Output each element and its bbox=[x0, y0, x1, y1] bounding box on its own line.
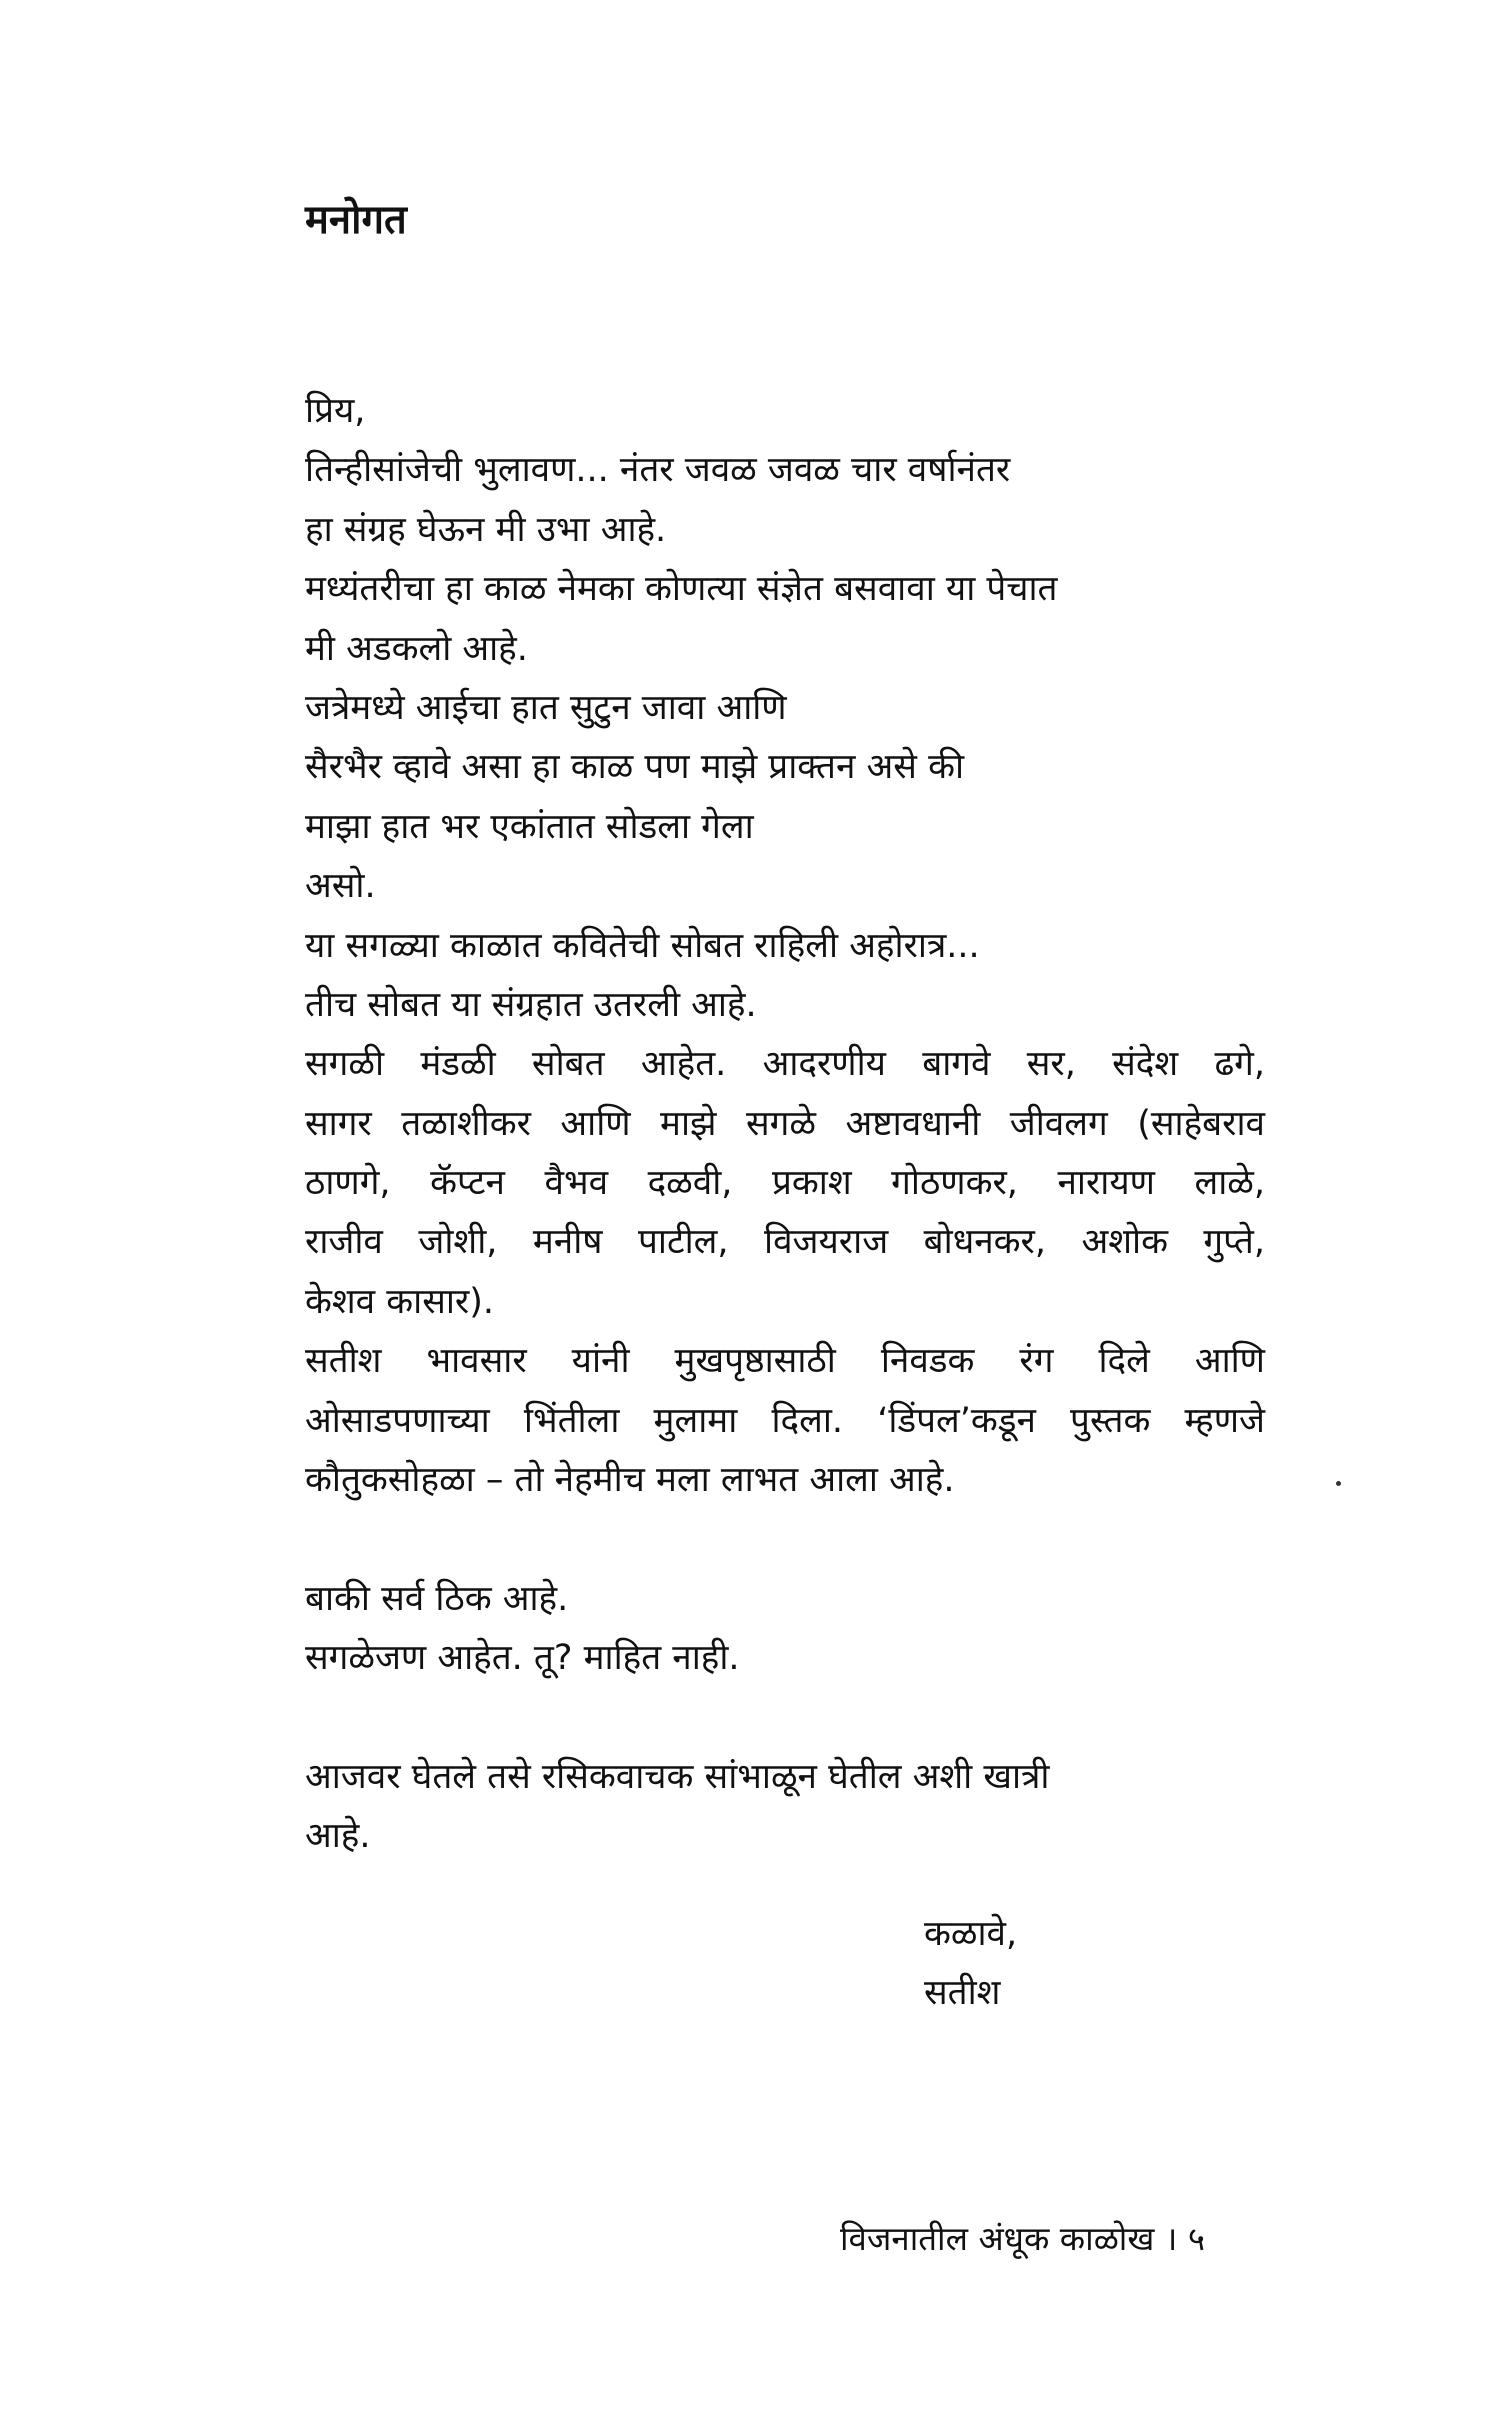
running-title: विजनातील अंधूक काळोख bbox=[840, 2219, 1155, 2258]
author-name: सतीश bbox=[924, 1973, 1001, 2014]
letter-line: आजवर घेतले तसे रसिकवाचक सांभाळून घेतील अशी खात्री bbox=[305, 1756, 1050, 1797]
letter-line: मध्यंतरीचा हा काळ नेमका कोणत्या संज्ञेत बसवावा या पेचात bbox=[305, 569, 1058, 610]
footer-separator: । bbox=[1164, 2219, 1178, 2258]
page-footer bbox=[840, 2218, 1205, 2261]
page-number: ५ bbox=[1187, 2219, 1206, 2258]
letter-line: सगळी मंडळी सोबत आहेत. आदरणीय बागवे सर, संदेश ढगे, bbox=[305, 1044, 1265, 1085]
letter-line: सागर तळाशीकर आणि माझे सगळे अष्टावधानी जीवलग (साहेबराव bbox=[305, 1103, 1265, 1144]
paragraph-gap bbox=[305, 1689, 1265, 1748]
page-title: मनोगत bbox=[305, 197, 407, 243]
signature-block bbox=[924, 1905, 1017, 2024]
letter-line: असो. bbox=[305, 866, 376, 907]
letter-line: सैरभैर व्हावे असा हा काळ पण माझे प्राक्तन असे की bbox=[305, 747, 965, 788]
letter-line: केशव कासार). bbox=[305, 1281, 495, 1322]
letter-line: ठाणगे, कॅप्टन वैभव दळवी, प्रकाश गोठणकर, नारायण लाळे, bbox=[305, 1163, 1265, 1204]
print-speck bbox=[1336, 1481, 1341, 1486]
letter-line: राजीव जोशी, मनीष पाटील, विजयराज बोधनकर, अशोक गुप्ते, bbox=[305, 1222, 1265, 1263]
letter-line: तीच सोबत या संग्रहात उतरली आहे. bbox=[305, 984, 757, 1025]
letter-line: माझा हात भर एकांतात सोडला गेला bbox=[305, 806, 754, 847]
letter-line: सगळेजण आहेत. तू? माहित नाही. bbox=[305, 1638, 740, 1679]
letter-line: आहे. bbox=[305, 1816, 371, 1857]
letter-line: ओसाडपणाच्या भिंतीला मुलामा दिला. ‘डिंपल’कडून पुस्तक म्हणजे bbox=[305, 1400, 1265, 1441]
paragraph-gap bbox=[305, 1510, 1265, 1569]
letter-line: मी अडकलो आहे. bbox=[305, 628, 528, 669]
closing: कळावे, bbox=[924, 1914, 1018, 1954]
salutation: प्रिय, bbox=[305, 391, 366, 431]
letter-line: तिन्हीसांजेची भुलावण... नंतर जवळ जवळ चार वर्षानंतर bbox=[305, 450, 1011, 491]
letter-line: या सगळ्या काळात कवितेची सोबत राहिली अहोरात्र... bbox=[305, 925, 980, 966]
letter-body bbox=[305, 382, 1265, 1867]
letter-line: कौतुकसोहळा – तो नेहमीच मला लाभत आला आहे. bbox=[305, 1460, 955, 1501]
letter-line: जत्रेमध्ये आईचा हात सुटुन जावा आणि bbox=[305, 687, 787, 728]
letter-line: हा संग्रह घेऊन मी उभा आहे. bbox=[305, 509, 667, 550]
letter-line: बाकी सर्व ठिक आहे. bbox=[305, 1578, 569, 1619]
letter-line: सतीश भावसार यांनी मुखपृष्ठासाठी निवडक रंग दिले आणि bbox=[305, 1341, 1265, 1382]
